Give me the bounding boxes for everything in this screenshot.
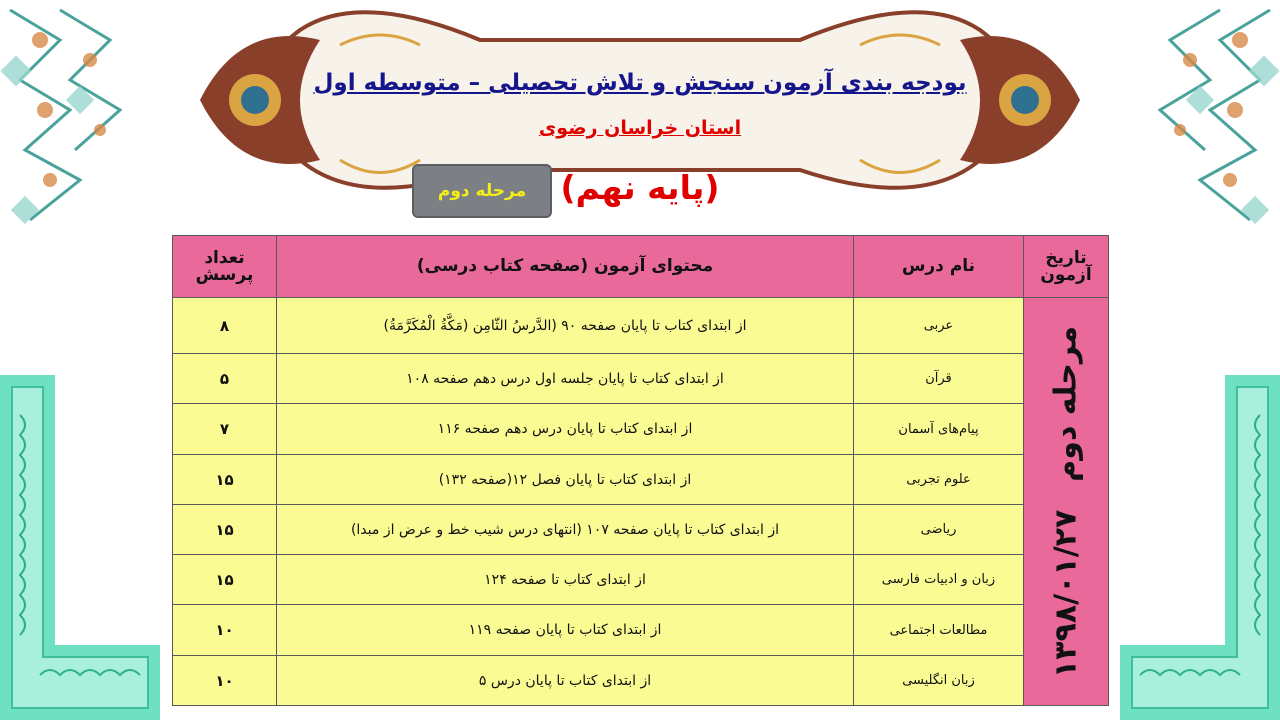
column-header-date: تاریخ آزمون: [1024, 236, 1109, 298]
exam-content-cell: از ابتدای کتاب تا پایان درس ۵: [277, 656, 854, 706]
subject-name-cell: عربی: [854, 298, 1024, 354]
exam-stage-text: مرحله دوم: [1048, 325, 1084, 482]
exam-schedule-table: [172, 235, 1109, 706]
subject-name-cell: زبان انگلیسی: [854, 656, 1024, 706]
question-count-cell: ۱۰: [173, 605, 277, 656]
grade-label: (پایه نهم): [560, 168, 720, 207]
question-count-cell: ۱۵: [173, 555, 277, 605]
table-row: [173, 656, 1109, 706]
column-header-subject: نام درس: [854, 236, 1024, 298]
table-row: [173, 455, 1109, 505]
stage-badge: [412, 164, 552, 218]
subject-name-cell: ریاضی: [854, 505, 1024, 555]
subject-name-cell: علوم تجربی: [854, 455, 1024, 505]
subject-name-cell: مطالعات اجتماعی: [854, 605, 1024, 656]
subject-name-cell: قرآن: [854, 354, 1024, 404]
exam-content-cell: از ابتدای کتاب تا صفحه ۱۲۴: [277, 555, 854, 605]
exam-content-cell: از ابتدای کتاب تا پایان صفحه ۱۱۹: [277, 605, 854, 656]
exam-content-cell: از ابتدای کتاب تا پایان صفحه ۱۰۷ (انتهای درس شیب خط و عرض از مبدا): [277, 505, 854, 555]
corner-ornament-left: [0, 0, 135, 300]
table-row: [173, 354, 1109, 404]
exam-content-cell: از ابتدای کتاب تا پایان فصل ۱۲(صفحه ۱۳۲): [277, 455, 854, 505]
stage-badge-label: مرحله دوم: [437, 181, 527, 201]
page-subtitle: استان خراسان رضوی: [538, 117, 742, 139]
table-row: [173, 298, 1109, 354]
table-row: [173, 555, 1109, 605]
exam-date-text: ۱۳۹۸/۰۱/۲۷: [1048, 509, 1084, 678]
subject-name-cell: زبان و ادبیات فارسی: [854, 555, 1024, 605]
side-band-right: [1120, 375, 1280, 720]
table-row: [173, 605, 1109, 656]
table-header-row: [173, 236, 1109, 298]
page-title: بودجه بندی آزمون سنجش و تلاش تحصیلی – متوسطه اول: [313, 70, 967, 96]
table-row: [173, 505, 1109, 555]
question-count-cell: ۵: [173, 354, 277, 404]
exam-content-cell: از ابتدای کتاب تا پایان جلسه اول درس دهم صفحه ۱۰۸: [277, 354, 854, 404]
question-count-cell: ۱۰: [173, 656, 277, 706]
column-header-content: محتوای آزمون (صفحه کتاب درسی): [277, 236, 854, 298]
exam-content-cell: از ابتدای کتاب تا پایان درس دهم صفحه ۱۱۶: [277, 404, 854, 455]
table-row: [173, 404, 1109, 455]
exam-date-cell: [1024, 298, 1109, 706]
question-count-cell: ۷: [173, 404, 277, 455]
question-count-cell: ۱۵: [173, 505, 277, 555]
side-band-left: [0, 375, 160, 720]
question-count-cell: ۸: [173, 298, 277, 354]
exam-date-vertical-text: [1049, 311, 1084, 691]
subject-name-cell: پیام‌های آسمان: [854, 404, 1024, 455]
exam-content-cell: از ابتدای کتاب تا پایان صفحه ۹۰ (الدَّرسُ الثّامِن (مَکَّةُ الْمُکَرَّمَةُ): [277, 298, 854, 354]
corner-ornament-right: [1145, 0, 1280, 300]
question-count-cell: ۱۵: [173, 455, 277, 505]
column-header-count: تعداد پرسش: [173, 236, 277, 298]
